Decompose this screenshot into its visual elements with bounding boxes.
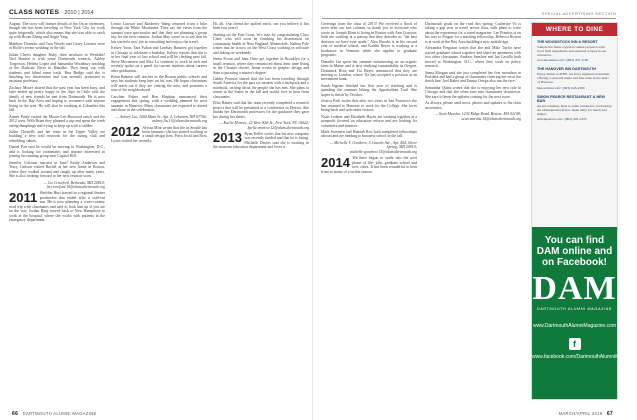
- restaurant-description: Sample the finest regional cuisine prepared with local farm ingredients and seasonal recipes in our restaurant.: [537, 45, 607, 58]
- left-page: [0, 0, 313, 420]
- paragraph: Matthew Dantzler and Tara Woods and Casey Lassiter were at Holly's recent wedding in the fall.: [9, 41, 105, 51]
- paragraph: Dartmouth grads on the road this spring: Catherine Vo is taking a gap year to travel across Asia, with plans to write about the experience for a travel magazine. Lee Prentiss is on his way to Prague for a teaching fellowship. Rebecca Rowen is at work in the Bay Area building a new mobile app.: [425, 22, 521, 44]
- paragraph: August. The story will feature details of the Oscar ceremony, though she has been traveling to New York City for work quite frequently, which also means that she was able to catch up with Bryan Zheng and Angie Ying.: [9, 22, 105, 40]
- paragraph: Alexandra Ferguson writes that she and Mike Taylor have started graduate school together and share an apartment with two other classmates. Andrew Sanchez and Ian Castillo both moved to Washington, D.C., where they work on policy research.: [425, 46, 521, 69]
- paragraph: Elise Rainer said that her team recently completed a research project that will be presented at a conference in Denver. She thanks her Dartmouth professors for the guidance they gave her during her thesis.: [213, 101, 309, 119]
- right-page: [313, 0, 637, 420]
- right-column-2: [425, 22, 521, 123]
- left-column-1: [9, 22, 105, 225]
- magazine-name: DARTMOUTH ALUMNI MAGAZINE: [22, 411, 97, 416]
- paragraph: Aimee Pauly visited the Moore-Lee-Harwood ranch and the 2012 crew. With Brian they planned a trip and spent the week eating dumplings and trying to keep up with a toddler.: [9, 114, 105, 128]
- restaurant-listing: [537, 40, 612, 62]
- promo-headline-2: DAM online and on Facebook!: [536, 246, 613, 268]
- class-secretary-signature: — Scott Marsha, 1234 Ridge Road, Boston, MA 02108; scott.marsha.14@alum.dartmouth.org: [434, 112, 521, 121]
- right-column-1: [321, 22, 417, 176]
- paragraph: Ryan Keller writes that his new company was recently funded and that he is hiring. Michelle Davies said she is working in the museum education department and loves it.: [213, 131, 309, 150]
- restaurant-contact: woodstockinn.com • (802) 457-1100: [537, 58, 589, 63]
- right-page-header: [322, 6, 616, 19]
- advertising-label: SPECIAL ADVERTISING SECTION: [541, 11, 616, 16]
- class-secretary-signature: — Michelle T. Goodrow, 5 Lincoln Ave., Apt. 404, Silver Spring, MD 20910; michelle.goodrow.13@alum.dartmouth.org: [329, 140, 417, 154]
- paragraph: Sheldon Hurt starred in a regional theater production that ended after a sold-out run. He is now planning a cross-country road trip with classmates and said to look him up if you are on the way. Jordan Ring moved back to New Hampshire to work at the hospital, where she works with patients in the emergency department.: [9, 191, 105, 223]
- paragraph: Samantha Quinn writes that she is enjoying her new role in Chicago and that she often runs into classmates downtown. She says to keep the updates coming for the next issue.: [425, 85, 521, 99]
- restaurant-name: SIMON PEARCE RESTAURANT & NEW BAR: [537, 94, 605, 103]
- restaurant-listing: [537, 67, 612, 89]
- year-badge-2012: [111, 126, 207, 144]
- paragraph: Gabby Pearson shared that she has been traveling through South America for the past six months with a backpack and a notebook, writing about the people she has met. She plans to return to the States in the fall and would love to hear from classmates.: [213, 76, 309, 99]
- paragraph: Noah Lederer and Elizabeth Hayes are working together at a nonprofit focused on education reform and are looking for volunteers and mentors.: [321, 114, 417, 128]
- restaurant-contact: hanoverinn.com • (603) 643-4300: [537, 85, 585, 90]
- paragraph: Caroline Fisher and Ben Hopkins announced their engagement this spring, with a wedding planned for next summer in Hanover. Many classmates are expected to attend and share in the celebration.: [111, 94, 207, 113]
- website-link[interactable]: www.DartmouthAlumniMagazine.com: [532, 323, 617, 329]
- restaurant-list: [532, 36, 617, 121]
- paragraph: Jenna Morgan said she just completed her first marathon in Portland and had a group of classmates cheering her on at the finish line. Joel Baker and Emma Ortega also ran the race.: [425, 70, 521, 84]
- dam-online-promo: [532, 227, 637, 399]
- paragraph: Greetings from the class of 2013! We received a flood of news after our last column, so thank you to everyone who wrote in. Joseph Klein is living in Boston with Ann Grayson; both are working at a startup that they describe as "the best decision we have ever made." Alex Brooks is in his second year of medical school, and Kaitlin Reyes is working at a bookstore in Vermont while she applies to graduate programs.: [321, 22, 417, 58]
- paragraph: We have begun to settle into the next phase of life: jobs, graduate school and new cities. It has been wonderful to hear from so many of you this season.: [321, 156, 417, 174]
- social-icons: [532, 338, 617, 350]
- section-years: 2010 | 2014: [64, 10, 94, 16]
- dam-logo-subtitle: DARTMOUTH ALUMNI MAGAZINE: [536, 307, 613, 311]
- paragraph: Julian Chen's daughter Ruby, their newborn in Westlake! Neil Hanlon is with some Dartmouth contacts. Ashley Torgerson, Helena Lopez and Samantha Woodbury teaching at the Darkstar River in Hanalke. They hung out with students and hiked some trails. Bria Bridge said she is finishing her dissertation and was recently promoted to assistant professor.: [9, 52, 105, 84]
- restaurant-description: Award-winning, farm-to-table restaurant overlooking the Ottauquechee River. Open daily for lunch and dinner.: [537, 103, 612, 116]
- page-number: 67: [606, 411, 613, 417]
- paragraph: Starting on the East Coast, let's start by congratulating Chris Chen, who will soon be finishing his dissertation on community health in New England. Meanwhile, Nathan Pyle writes that he is now on the West Coast working in software and hiking on weekends.: [213, 32, 309, 55]
- paragraph: Jenna Kwan and Sam Ortiz got together in Brooklyn for a small reunion, where they reminisced about their time living in the Choates cluster. Jenna works in graphic design and Sam is pursuing a master's degree.: [213, 57, 309, 75]
- right-footer: [559, 411, 616, 417]
- restaurant-description: Enjoy dinner at PINE, the Inn's signature restaurant, offering a seasonal menu and fine wine in the heart of Hanover.: [537, 72, 611, 85]
- year-badge-2013: [213, 132, 309, 150]
- class-secretary-signature: — Liz Crawford, Bethesda, MD 20814; liz.crawford.10@alum.dartmouth.org: [43, 180, 105, 189]
- class-year-number: 2014: [321, 154, 350, 170]
- class-secretary-signature: — Karlie Monroe, 22 West 90th St., New York, NY 10024; karlie.monroe.12@alum.dartmouth.org: [219, 121, 309, 130]
- paragraph: Daniel Fan said he would be moving to Washington, D.C., and is looking for roommates and anyone interested in joining his running group near Capitol Hill.: [9, 145, 105, 159]
- paragraph: Danielle Lin spent her summer volunteering on an organic farm in Maine and is now studying sustainability in Oregon. Dominick Ross and Tia Hayes announced that they are moving to London, where Tia has accepted a position at an investment bank.: [321, 59, 417, 82]
- paragraph: As always, please send news, photos and updates to the class secretaries.: [425, 101, 521, 110]
- promo-headline: You can find: [544, 235, 605, 246]
- restaurant-contact: simonpearce.com • (802) 295-1470: [537, 116, 587, 121]
- paragraph: Jessica Park writes that after two years in San Francisco she has returned to Hanover to work for the College. She loves being back and welcomes visitors.: [321, 99, 417, 113]
- left-page-header: [9, 6, 302, 19]
- restaurant-name: THE WOODSTOCK INN & RESORT: [537, 40, 598, 44]
- restaurant-listing: [537, 95, 612, 121]
- paragraph: Jennifer Coltrane married in June! Emily Anderson and Tracy Carlson visited Rachel at her new home in Boston, where they walked around and caught up after many years. She is also looking forward to her next reunion soon.: [9, 160, 105, 179]
- where-to-dine-ad: [531, 22, 637, 400]
- paragraph: Sarah Ingram finished her first year of teaching and is spending the summer hiking the Appalachian Trail. She hopes to finish by October.: [321, 83, 417, 97]
- paragraph: Lenna Lawson and Kimberly Wang returned from a hike through the White Mountains. They say the views from the summit were spectacular and that they are planning a group trip for the next reunion. Jordan May wrote in to say that he has started a new job in consulting and enjoys the travel.: [111, 22, 207, 44]
- paragraph: Brian Bennett still teaches in the Boston public schools and says his students keep him on his toes. He hopes classmates will reach out if they are visiting the area, and promises a tour of the neighborhood.: [111, 74, 207, 93]
- paragraph: Alyssa Mint writes that life in Seattle has been fantastic; she has started working at a small design firm. Priya Joshi and Ross Lyons visited her recently.: [111, 125, 207, 143]
- paragraph: Julian Chenefly and her team in the Upper Valley are building a new trail network for the outing club and rebuilding cabins.: [9, 129, 105, 143]
- dam-logo: DAM: [532, 270, 617, 307]
- class-year-number: 2011: [9, 189, 38, 205]
- facebook-icon[interactable]: f: [569, 338, 581, 350]
- paragraph: Zachary Moore shared that the past year has been busy, and later ended up pretty happy in the Alps in Chile with the family of new friends he met from Dartmouth. He is now back in the Bay Area and hoping to reconnect with anyone living in the area. He will also be teaching at Columbia this fall.: [9, 85, 105, 113]
- page-number: 66: [12, 411, 19, 417]
- facebook-link[interactable]: www.facebook.com/DartmouthAlumniMagazine: [532, 354, 637, 360]
- restaurant-name: THE HANOVER INN DARTMOUTH: [537, 67, 596, 72]
- class-year-number: 2012: [111, 124, 140, 140]
- ad-heading: WHERE TO DINE: [532, 23, 617, 36]
- year-badge-2011: [9, 191, 105, 222]
- paragraph: Hi, all. Our friend the quilted earth, can you believe it has been two years?: [213, 22, 309, 31]
- left-column-2: [111, 22, 207, 145]
- left-footer: [9, 411, 97, 417]
- year-badge-2014: [321, 156, 417, 174]
- paragraph: Mark Sorensen and Hannah Roy both completed fellowships abroad and are heading to business school in the fall.: [321, 129, 417, 139]
- section-title: CLASS NOTES: [9, 9, 60, 16]
- class-year-number: 2013: [213, 130, 242, 146]
- issue-date: MARCH/APRIL 2015: [558, 411, 603, 416]
- paragraph: Kelsey Yoon, Tara Fulton and Lindsay Ramirez got together in Chicago to celebrate a birthday. Kelsey reports that she is in her final year of law school and will be clerking next fall. Steve Mortensen and Max Lo continue to work in tech and recently spoke on a panel for current students about careers after graduation.: [111, 46, 207, 73]
- left-column-3: [213, 22, 309, 152]
- class-secretary-signature: — Aubrey Liu, 1600 Main St., Apt. 4, Lebanon, NH 03766; aubrey.liu.11@alum.dartmouth.org: [115, 114, 207, 124]
